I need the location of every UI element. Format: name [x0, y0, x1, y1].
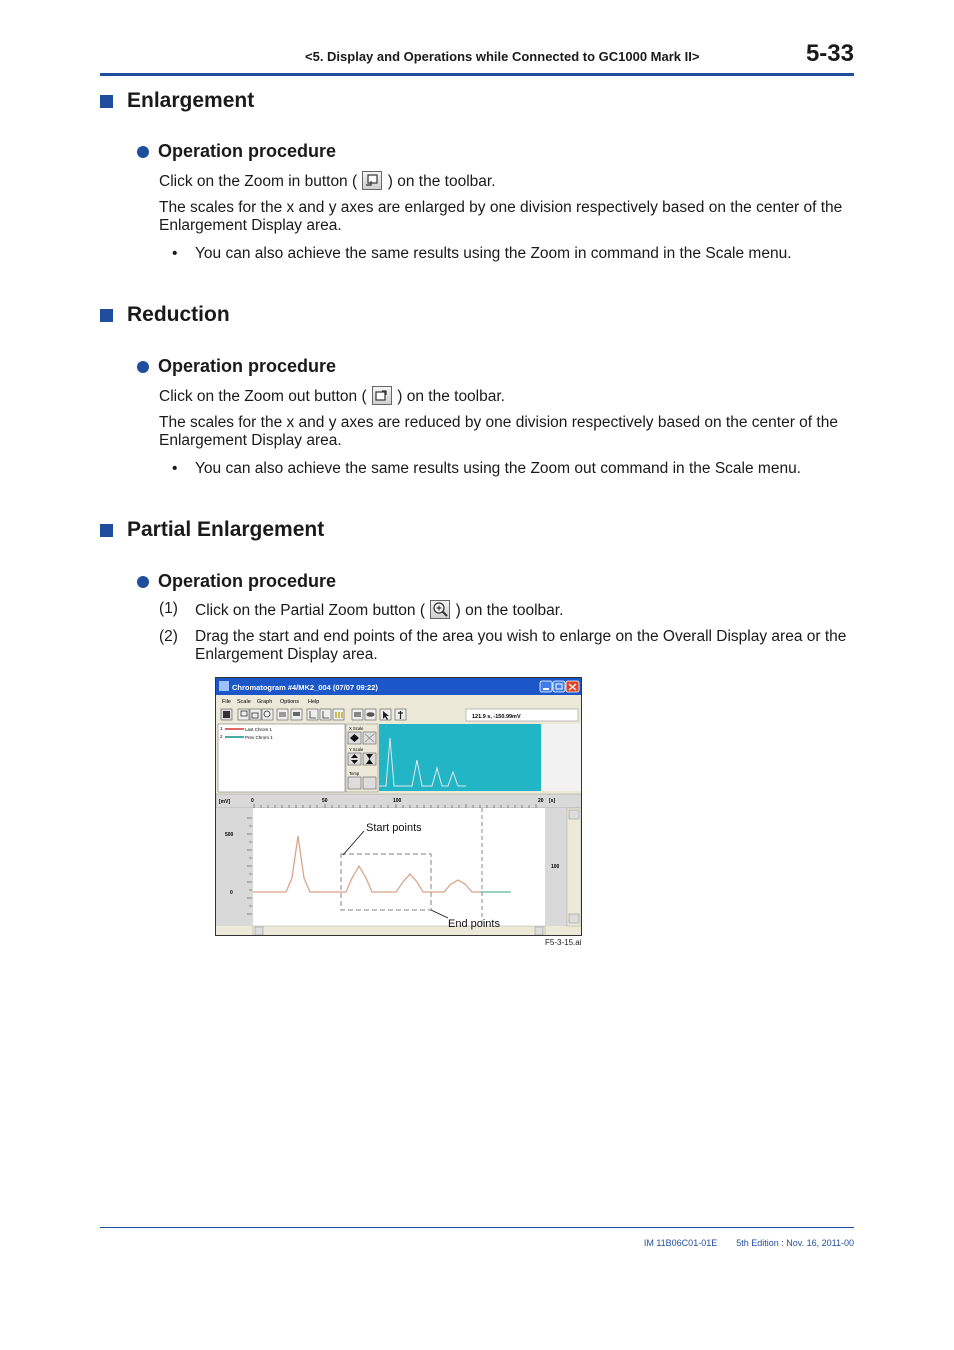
description-paragraph: The scales for the x and y axes are enlarged by one division respectively based on the center of the Enlargement Display area. [159, 199, 843, 234]
zoom-out-icon [372, 386, 392, 405]
close-button[interactable] [566, 681, 579, 692]
note-text: You can also achieve the same results using the Zoom out command in the Scale menu. [195, 460, 801, 477]
vertical-scrollbar[interactable] [567, 808, 581, 926]
step-number: (2) [159, 628, 178, 645]
minimize-button[interactable] [540, 681, 552, 692]
x-tick-100: 100 [393, 798, 402, 804]
x-scale-shrink-button[interactable] [363, 732, 376, 744]
section-heading-reduction [100, 303, 230, 327]
bullet-symbol: • [172, 245, 178, 262]
x-tick-end: 20 [538, 798, 544, 804]
x-unit: [s] [549, 798, 556, 804]
maximize-button[interactable] [553, 681, 565, 692]
subheading-operation-procedure [137, 571, 336, 592]
toolbar-fit-button[interactable] [277, 709, 288, 720]
section-square-icon [100, 524, 113, 537]
footer-rule [100, 1227, 854, 1228]
app-icon [219, 681, 229, 691]
bullet-dot-icon [137, 576, 149, 588]
section-heading-partial-enlargement [100, 518, 324, 542]
section-title: Partial Enlargement [127, 518, 325, 541]
step-text [159, 171, 849, 191]
toolbar-print-button[interactable] [291, 709, 302, 720]
step-text-before: Click on the Zoom out button ( [159, 388, 367, 405]
y-scale-label: Y Scale [349, 747, 364, 752]
menu-help[interactable]: Help [308, 699, 320, 705]
subheading-operation-procedure [137, 356, 336, 377]
step-text: Drag the start and end points of the area you wish to enlarge on the Overall Display area or the Enlargement Display area. [195, 628, 847, 663]
scroll-right-arrow-icon[interactable] [535, 927, 543, 935]
right-tick-100: 100 [551, 864, 560, 870]
footer [644, 1238, 854, 1248]
step-text [159, 386, 849, 406]
figure-caption: F5-3-15.ai [545, 938, 582, 947]
legend-panel [218, 724, 345, 792]
step-text-before: Click on the Zoom in button ( [159, 173, 358, 190]
toolbar-axis2-button[interactable] [320, 709, 331, 720]
step-text-before: Click on the Partial Zoom button ( [195, 602, 426, 619]
legend-num-1: 1 [220, 726, 223, 731]
note-bullet [172, 460, 801, 478]
toolbar-zoom-out-button[interactable] [250, 709, 261, 720]
edition: 5th Edition : Nov. 16, 2011-00 [736, 1238, 854, 1248]
y-tick-0: 0 [230, 890, 233, 896]
toolbar-cursor-button[interactable] [380, 709, 391, 720]
chromatogram-window-figure [215, 677, 582, 936]
header-rule [100, 73, 854, 76]
y-unit-label: [mV] [219, 799, 231, 805]
subheading-operation-procedure [137, 141, 336, 162]
bullet-symbol: • [172, 460, 178, 477]
y-scale-shrink-button[interactable] [363, 753, 376, 765]
section-title: Enlargement [127, 89, 255, 112]
scroll-left-arrow-icon[interactable] [255, 927, 263, 935]
overall-display-area[interactable] [379, 724, 541, 791]
toolbar-eye-button[interactable] [365, 709, 376, 720]
toolbar-zoom-in-button[interactable] [238, 709, 249, 720]
legend-label-prev: Prev Chrom 1 [245, 735, 273, 740]
scroll-down-arrow-icon[interactable] [569, 914, 579, 923]
horizontal-scrollbar[interactable] [253, 926, 545, 936]
temp-label: Temp [349, 771, 360, 776]
subheading-text: Operation procedure [158, 141, 337, 161]
numbered-step-1 [159, 600, 854, 620]
x-tick-50: 50 [322, 798, 328, 804]
toolbar-axis-button[interactable] [307, 709, 318, 720]
running-header: <5. Display and Operations while Connected to GC1000 Mark II> [305, 49, 700, 64]
window-title: Chromatogram #4/MK2_004 (07/07 09:22) [232, 683, 378, 692]
scroll-up-arrow-icon[interactable] [569, 810, 579, 819]
x-scale-expand-button[interactable] [348, 732, 361, 744]
note-bullet [172, 245, 792, 263]
toolbar-grid-button[interactable] [352, 709, 363, 720]
start-points-label: Start points [366, 822, 422, 834]
step-text-after: ) on the toolbar. [397, 388, 505, 405]
subheading-text: Operation procedure [158, 356, 337, 376]
cursor-readout: 121.9 s, -150.99mV [472, 714, 521, 720]
section-square-icon [100, 309, 113, 322]
page-number: 5-33 [805, 40, 854, 67]
legend-label-last: Last Chrom 1 [245, 727, 273, 732]
toolbar-partial-zoom-button[interactable] [262, 709, 273, 720]
description-paragraph: The scales for the x and y axes are reduced by one division respectively based on the center of the Enlargement Display area. [159, 414, 838, 449]
doc-id: IM 11B06C01-01E [643, 1238, 718, 1248]
toolbar-bar-button[interactable] [333, 709, 344, 720]
x-scale-label: X Scale [349, 726, 364, 731]
toolbar-save-button[interactable] [221, 709, 232, 720]
zoom-in-icon [362, 171, 382, 190]
menu-scale[interactable]: Scale [237, 699, 251, 705]
legend-num-2: 2 [220, 734, 223, 739]
y-axis-ruler [216, 808, 253, 926]
menu-file[interactable]: File [222, 699, 231, 705]
step-text-after: ) on the toolbar. [455, 602, 564, 619]
y-scale-expand-button[interactable] [348, 753, 361, 765]
numbered-step-2 [159, 628, 854, 664]
menu-graph[interactable]: Graph [257, 699, 273, 705]
step-number: (1) [159, 600, 178, 617]
temp-down-button[interactable] [363, 777, 376, 789]
bullet-dot-icon [137, 361, 149, 373]
section-square-icon [100, 95, 113, 108]
partial-zoom-icon [430, 600, 450, 619]
subheading-text: Operation procedure [158, 571, 337, 591]
note-text: You can also achieve the same results using the Zoom in command in the Scale menu. [195, 245, 792, 262]
menu-options[interactable]: Options [280, 699, 299, 705]
y-tick-500: 500 [225, 832, 234, 838]
section-title: Reduction [127, 303, 230, 326]
toolbar-pin-button[interactable] [395, 709, 406, 720]
step-text-after: ) on the toolbar. [387, 173, 496, 190]
bullet-dot-icon [137, 146, 149, 158]
end-points-label: End points [448, 918, 500, 930]
section-heading-enlargement [100, 89, 254, 113]
x-tick-0: 0 [251, 798, 254, 804]
temp-up-button[interactable] [348, 777, 361, 789]
overview-blank [542, 724, 582, 791]
